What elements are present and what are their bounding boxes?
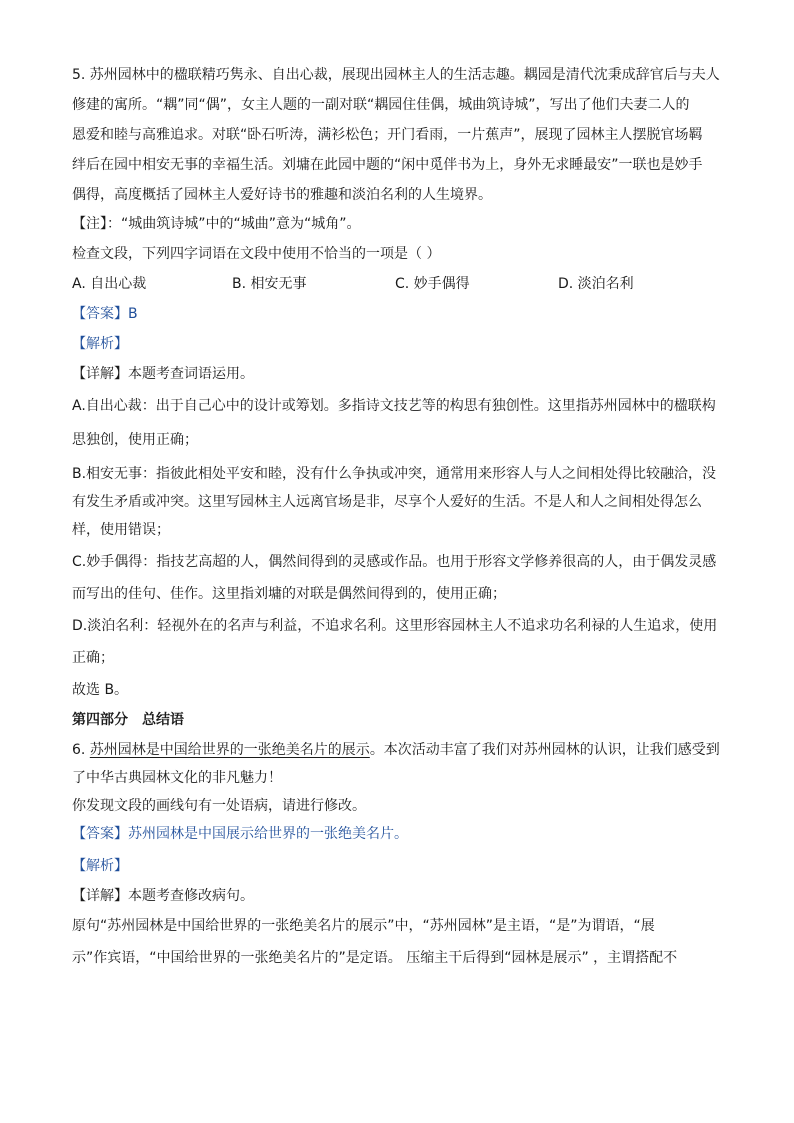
explain-line: 原句“苏州园林是中国给世界的一张绝美名片的展示”中，“苏州园林”是主语，“是”为谓语，“展 <box>72 918 655 934</box>
q5-question: 检查文段，下列四字词语在文段中使用不恰当的一项是（ ） <box>72 246 441 262</box>
q5-note: 【注】：“城曲筑诗城”中的“城曲”意为“城角”。 <box>72 216 361 232</box>
q5-passage-line: 修建的寓所。“耦”同“偶”，女主人题的一副对联“耦园住佳偶，城曲筑诗城”，写出了他们夫妻二人的 <box>72 97 690 113</box>
explain-line: 样，使用错误； <box>72 522 170 538</box>
q5-passage-line: 绊后在园中相安无事的幸福生活。刘墉在此园中题的“闲中觅伴书为上，身外无求睡最安”一联也是妙手 <box>72 157 703 173</box>
q6-text: 。本次活动丰富了我们对苏州园林的认识，让我们感受到 <box>369 742 720 758</box>
option-c: C. 妙手偶得 <box>395 276 470 292</box>
explain-line: A.自出心裁：出于自己心中的设计或筹划。多指诗文技艺等的构思有独创性。这里指苏州园林中的楹联构 <box>72 398 716 414</box>
section-title: 第四部分 总结语 <box>72 712 184 728</box>
q6-analysis-label: 【解析】 <box>72 858 128 874</box>
q6-question: 你发现文段的画线句有一处语病，请进行修改。 <box>72 798 366 814</box>
q5-answer: 【答案】B <box>72 306 138 322</box>
explain-line: 而写出的佳句、佳作。这里指刘墉的对联是偶然间得到的，使用正确； <box>72 586 506 602</box>
q5-passage-line: 5. 苏州园林中的楹联精巧隽永、自出心裁，展现出园林主人的生活志趣。耦园是清代沈秉成辞官后与夫人 <box>72 67 720 83</box>
q6-number: 6. <box>72 742 90 758</box>
explain-line: 思独创，使用正确； <box>72 432 198 448</box>
explain-line: C.妙手偶得：指技艺高超的人，偶然间得到的灵感或作品。也用于形容文学修养很高的人，由于偶发灵感 <box>72 554 717 570</box>
q6-answer <box>72 824 722 844</box>
explain-line: 有发生矛盾或冲突。这里写园林主人远离官场是非，尽享个人爱好的生活。不是人和人之间相处得怎么 <box>72 494 702 510</box>
q5-conclusion: 故选 B。 <box>72 682 129 698</box>
q6-line-1 <box>72 740 722 760</box>
q6-detail-label: 【详解】本题考查修改病句。 <box>72 888 254 904</box>
q5-passage-line: 恩爱和睦与高雅追求。对联“卧石听涛，满衫松色；开门看雨，一片蕉声”，展现了园林主人摆脱官场羁 <box>72 127 703 143</box>
option-b: B. 相安无事 <box>232 276 307 292</box>
explain-line: B.相安无事：指彼此相处平安和睦，没有什么争执或冲突，通常用来形容人与人之间相处得比较融洽，没 <box>72 466 717 482</box>
explain-line: 示”作宾语，“中国给世界的一张绝美名片的”是定语。 压缩主干后得到“园林是展示” ，主谓搭配不 <box>72 950 678 966</box>
q5-passage <box>72 62 722 208</box>
q5-detail-label: 【详解】本题考查词语运用。 <box>72 366 254 382</box>
q5-analysis-label: 【解析】 <box>72 336 128 352</box>
explain-line: D.淡泊名利：轻视外在的名声与利益，不追求名利。这里形容园林主人不追求功名利禄的人生追求，使用 <box>72 618 718 634</box>
document-page <box>72 62 722 968</box>
q5-passage-line: 偶得，高度概括了园林主人爱好诗书的雅趣和淡泊名利的人生境界。 <box>72 187 492 203</box>
q6-line-2: 了中华古典园林文化的非凡魅力！ <box>72 770 282 786</box>
q6-underlined-sentence: 苏州园林是中国给世界的一张绝美名片的展示 <box>89 742 370 758</box>
q6-answer-text: 【答案】苏州园林是中国展示给世界的一张绝美名片。 <box>72 826 408 842</box>
q5-explanation <box>72 396 722 668</box>
option-d: D. 淡泊名利 <box>558 276 634 292</box>
explain-line: 正确； <box>72 650 114 666</box>
option-a: A. 自出心裁 <box>72 276 147 292</box>
q5-options <box>72 274 722 294</box>
